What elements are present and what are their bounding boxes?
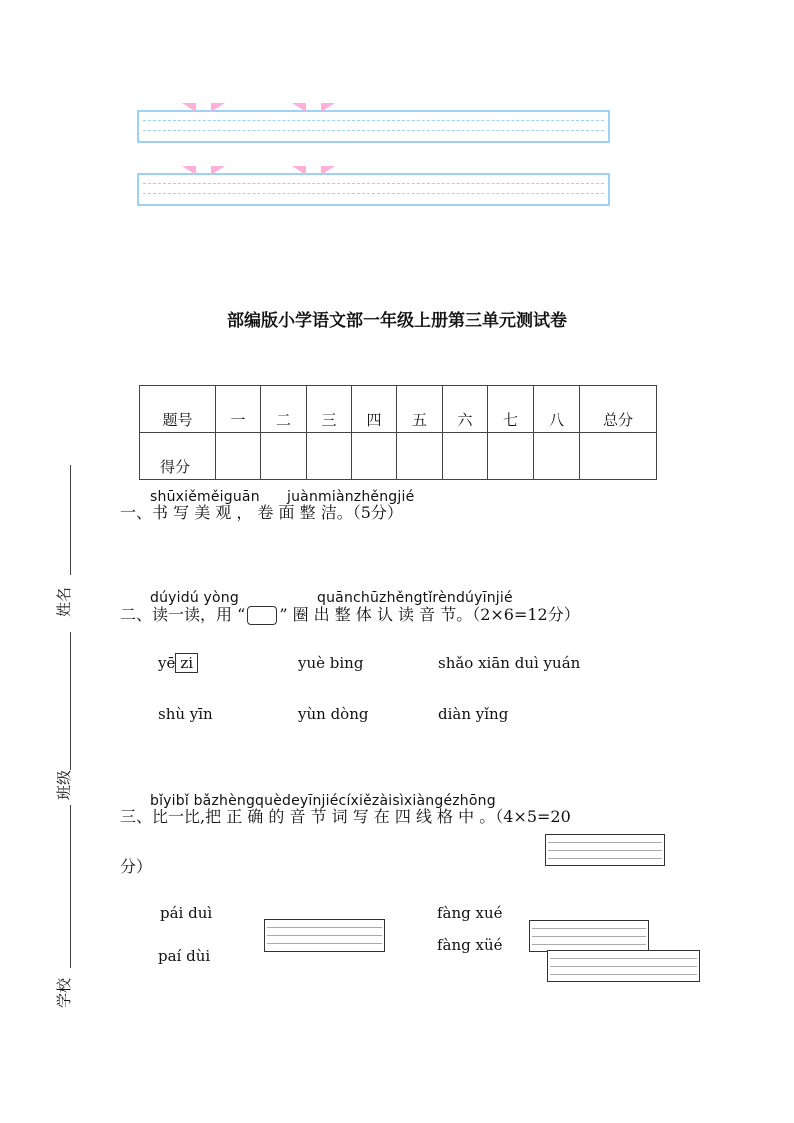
q3-number: 三、 xyxy=(120,807,153,826)
q3-option-b1: paí dùi xyxy=(158,947,211,965)
q3-option-a2: fàng xué xyxy=(437,904,503,922)
q3-option-a1: pái duì xyxy=(160,904,213,922)
score-cell[interactable] xyxy=(352,433,397,480)
score-col-1: 一 xyxy=(216,386,261,433)
q1-points: （5分） xyxy=(352,503,403,522)
four-line-grid[interactable] xyxy=(547,950,700,982)
q2-quote-close: ” xyxy=(279,605,288,624)
q2-item-text: yē xyxy=(158,654,176,672)
score-table-header-label: 题号 xyxy=(140,386,216,433)
q3-points-tail: 分） xyxy=(120,857,153,876)
score-cell[interactable] xyxy=(397,433,443,480)
q1-text: 书 写 美 观 ， 卷 面 整 洁。 xyxy=(152,503,353,522)
name-label: 姓名 xyxy=(55,586,73,617)
binding-line xyxy=(70,632,71,770)
question-1 xyxy=(120,500,403,523)
question-3 xyxy=(120,804,571,827)
q2-item[interactable]: shù yīn xyxy=(158,705,213,723)
q2-points: （2×6=12分） xyxy=(472,605,580,624)
four-line-grid[interactable] xyxy=(529,920,649,952)
q2-pinyin-b: quānchūzhěngtǐrèndúyīnjié xyxy=(317,590,513,606)
q2-pinyin-a: dúyidú yòng xyxy=(150,590,239,606)
q2-item[interactable]: diàn yǐng xyxy=(438,705,509,723)
binding-line xyxy=(70,465,71,575)
q2-item-boxed: zi xyxy=(175,653,198,673)
score-col-3: 三 xyxy=(307,386,352,433)
score-col-total: 总分 xyxy=(580,386,657,433)
score-table-header-row xyxy=(140,386,657,433)
q1-number: 一、 xyxy=(120,503,153,522)
q3-pinyin: bǐyibǐ bǎzhèngquèdeyīnjiécíxiězàisìxiàngézhōng xyxy=(150,793,496,809)
score-cell[interactable] xyxy=(216,433,261,480)
score-table-row-label: 得分 xyxy=(140,433,216,480)
four-line-grid[interactable] xyxy=(545,834,665,866)
class-label: 班级 xyxy=(55,769,73,800)
score-col-7: 七 xyxy=(488,386,534,433)
q3-option-b2: fàng xüé xyxy=(437,936,503,954)
score-col-4: 四 xyxy=(352,386,397,433)
q3-text: 比一比,把 正 确 的 音 节 词 写 在 四 线 格 中 。 xyxy=(152,807,496,826)
score-col-8: 八 xyxy=(534,386,580,433)
circle-box-icon xyxy=(247,606,277,625)
score-cell[interactable] xyxy=(534,433,580,480)
q2-item[interactable]: yùn dòng xyxy=(298,705,369,723)
binding-line xyxy=(70,805,71,968)
score-cell-total[interactable] xyxy=(580,433,657,480)
q2-text-b: 圈 出 整 体 认 读 音 节。 xyxy=(292,605,473,624)
four-line-grid[interactable] xyxy=(264,919,385,952)
score-col-2: 二 xyxy=(261,386,307,433)
score-col-5: 五 xyxy=(397,386,443,433)
score-table-score-row xyxy=(140,433,657,480)
q1-pinyin-b: juànmiànzhěngjié xyxy=(287,489,415,505)
q2-item[interactable] xyxy=(158,654,198,672)
score-col-6: 六 xyxy=(443,386,488,433)
score-cell[interactable] xyxy=(443,433,488,480)
writing-line-top xyxy=(137,110,610,143)
score-table xyxy=(139,385,657,480)
school-label: 学校 xyxy=(55,977,73,1008)
page-title: 部编版小学语文部一年级上册第三单元测试卷 xyxy=(227,311,567,331)
q2-item[interactable]: yuè bing xyxy=(298,654,364,672)
q3-points: （4×5=20 xyxy=(495,807,571,826)
q2-number: 二、 xyxy=(120,605,153,624)
score-cell[interactable] xyxy=(261,433,307,480)
question-2 xyxy=(120,602,580,625)
q2-item[interactable]: shǎo xiān duì yuán xyxy=(438,654,581,672)
writing-line-second xyxy=(137,173,610,206)
score-cell[interactable] xyxy=(307,433,352,480)
q1-pinyin-a: shūxiěměiguān xyxy=(150,489,260,505)
q2-text-a: 读一读，用 xyxy=(152,605,233,624)
score-cell[interactable] xyxy=(488,433,534,480)
q2-quote-open: “ xyxy=(237,605,246,624)
